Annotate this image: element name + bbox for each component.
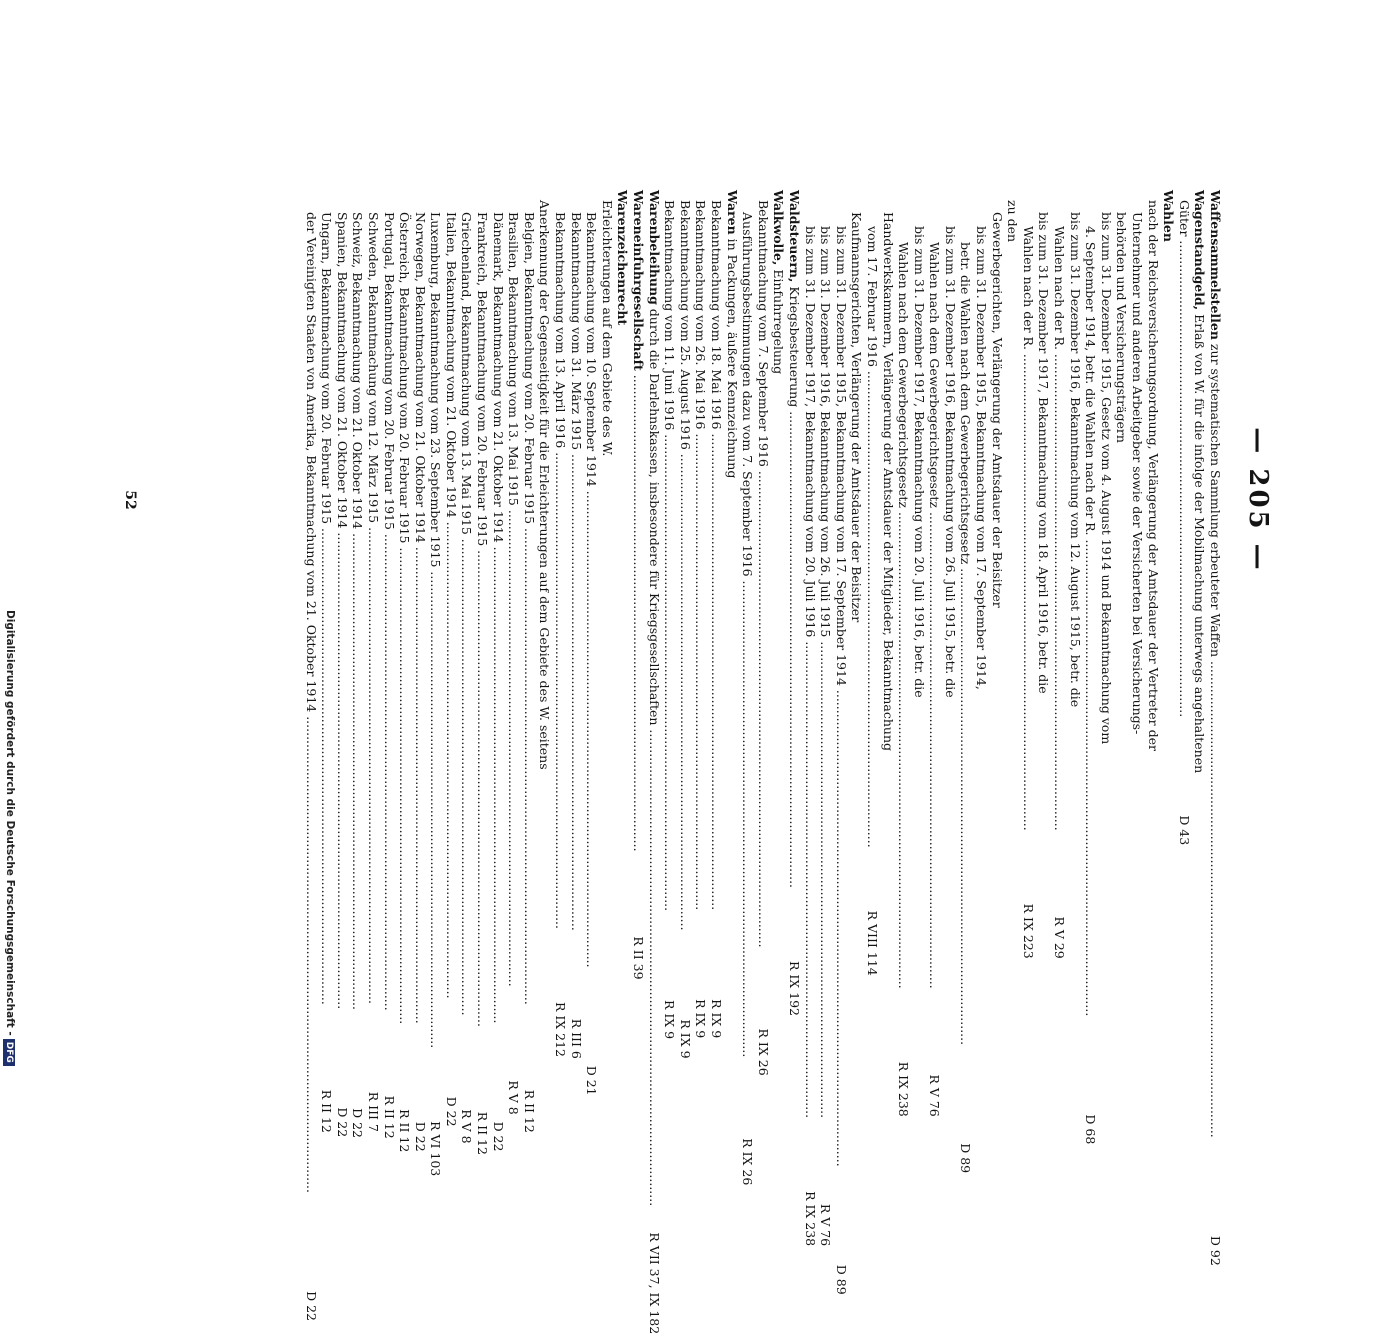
- index-entry: [630, 190, 647, 980]
- entry-text: Wahlen nach der R. ........................................................................................................................: [1020, 226, 1036, 831]
- entry-text: Spanien, Bekanntmachung vom 21. Oktober 1914 ........................................................................................................................: [334, 212, 350, 1010]
- index-entry: [1114, 190, 1130, 840]
- index-entry: [552, 190, 569, 1057]
- index-entry: [475, 190, 491, 1155]
- entry-reference: R II 12: [397, 1109, 413, 1153]
- entry-text: Unternehmer und anderen Arbeitgeber sowie der Versicherten bei Versicherungs-: [1130, 212, 1146, 735]
- entry-reference: D 21: [584, 1065, 600, 1096]
- entry-text: Bekanntmachung vom 26. Mai 1916 ........................................................................................................................: [693, 200, 709, 911]
- entry-text: Schweden, Bekanntmachung vom 12. März 1915 ........................................................................................................................: [365, 212, 381, 1004]
- entry-text: Waffensammelstellen zur systematischen Sammlung erbeuteter Waffen ........................................................................................................................: [1208, 190, 1223, 1138]
- entry-reference: R II 12: [521, 1089, 537, 1133]
- index-list: [303, 190, 1223, 1334]
- index-entry: [521, 190, 537, 1133]
- index-entry: [397, 190, 413, 1153]
- entry-text: Kaufmannsgerichten, Verlängerung der Amtsdauer der Beisitzer: [849, 212, 865, 623]
- entry-reference: R V 76: [818, 1203, 834, 1247]
- index-entry: [833, 190, 849, 1295]
- entry-reference: R IX 9: [709, 999, 724, 1039]
- index-entry: [443, 190, 459, 1127]
- entry-text: Wareneinfuhrgesellschaft ........................................................................................................................: [631, 190, 647, 852]
- entry-text: Bekanntmachung vom 31. März 1915 ........................................................................................................................: [568, 212, 584, 931]
- index-entry: [646, 190, 662, 1334]
- entry-text: Belgien, Bekanntmachung vom 20. Februar 1915 ........................................................................................................................: [521, 212, 537, 1005]
- entry-text: Bekanntmachung vom 11. Juni 1916 ........................................................................................................................: [662, 200, 678, 912]
- index-entry: [708, 190, 724, 1039]
- entry-text: behörden und Versicherungsträgern: [1114, 212, 1130, 443]
- entry-text: bis zum 31. Dezember 1917, Bekanntmachung vom 20. Juli 1916, betr. die: [911, 226, 927, 698]
- entry-reference: R III 6: [568, 1018, 584, 1059]
- index-entry: [880, 190, 896, 840]
- entry-reference: D 22: [303, 1291, 319, 1322]
- entry-text: Anerkennung der Gegenseitigkeit für die Erleichterungen auf dem Gebiete des W. seitens: [537, 200, 553, 770]
- index-entry: [381, 190, 397, 1139]
- entry-text: Waldsteuern, Kriegsbesteuerung ........................................................................................................................: [786, 190, 802, 889]
- entry-text: Österreich, Bekanntmachung vom 20. Februar 1915 ........................................................................................................................: [397, 212, 413, 1025]
- entry-reference: R V 29: [1052, 916, 1068, 959]
- entry-text: Ungarn, Bekanntmachung vom 20. Februar 1915 ........................................................................................................................: [319, 212, 335, 1005]
- index-entry: [1129, 190, 1145, 840]
- index-entry: [350, 190, 366, 1138]
- entry-text: Bekanntmachung vom 13. April 1916 ........................................................................................................................: [553, 212, 569, 929]
- index-entry: [1051, 190, 1068, 959]
- index-entry: [677, 190, 693, 1059]
- entry-reference: R IX 26: [755, 1028, 771, 1076]
- index-entry: [740, 190, 756, 1186]
- entry-text: vom 17. Februar 1916 ........................................................................................................................: [864, 226, 880, 848]
- entry-reference: D 68: [1083, 1114, 1099, 1145]
- index-entry: [1083, 190, 1099, 1145]
- index-entry: [942, 190, 958, 840]
- entry-text: betr. die Wahlen nach dem Gewerbegerichtsgesetz ........................................................................................................................: [958, 242, 974, 1046]
- index-entry: [1005, 190, 1021, 840]
- index-entry: [490, 190, 506, 1152]
- entry-reference: R IX 238: [802, 1191, 818, 1247]
- entry-text: Wahlen nach dem Gewerbegerichtsgesetz ........................................................................................................................: [927, 242, 943, 989]
- entry-text: Wahlen: [1161, 190, 1177, 242]
- entry-reference: R IX 223: [1020, 903, 1036, 959]
- entry-text: Schweiz, Bekanntmachung vom 21. Oktober 1914 ........................................................................................................................: [350, 212, 366, 1010]
- index-entry: [568, 190, 584, 1059]
- entry-text: Wahlen nach der R. ........................................................................................................................: [1052, 226, 1068, 831]
- entry-reference: R II 12: [381, 1095, 397, 1139]
- entry-reference: D 89: [833, 1264, 849, 1295]
- entry-text: bis zum 31. Dezember 1916, Bekanntmachung vom 26. Juli 1915 ........................................................................................................................: [818, 226, 834, 1119]
- page-header: — 205 —: [1243, 427, 1273, 573]
- index-entry: [849, 190, 865, 840]
- entry-text: bis zum 31. Dezember 1917, Bekanntmachung vom 18. April 1916, betr. die: [1036, 212, 1052, 694]
- index-entry: [365, 190, 381, 1132]
- index-entry: [303, 190, 319, 1322]
- entry-reference: D 22: [490, 1121, 506, 1152]
- index-entry: [662, 190, 678, 1040]
- index-entry: [771, 190, 787, 840]
- entry-text: bis zum 31. Dezember 1917, Bekanntmachung vom 20. Juli 1916 ........................................................................................................................: [802, 226, 818, 1119]
- index-entry: [1192, 190, 1208, 840]
- index-entry: [599, 190, 615, 840]
- index-entry: [334, 190, 350, 1138]
- entry-text: zu den: [1005, 200, 1021, 243]
- index-entry: [1067, 190, 1083, 840]
- page-number: 52: [122, 490, 138, 510]
- entry-reference: D 43: [1176, 815, 1192, 846]
- entry-reference: R IX 212: [553, 1001, 569, 1057]
- index-entry: [693, 190, 709, 1039]
- entry-text: Bekanntmachung vom 25. August 1916 ........................................................................................................................: [677, 200, 693, 931]
- entry-reference: R II 39: [631, 936, 647, 980]
- entry-reference: D 89: [958, 1143, 974, 1174]
- entry-reference: R V 8: [506, 1080, 522, 1115]
- index-entry: [755, 190, 771, 1076]
- entry-reference: D 22: [412, 1121, 428, 1152]
- index-entry: [1145, 190, 1161, 840]
- entry-reference: R VII 37, IX 182: [646, 1232, 662, 1334]
- index-entry: [1098, 190, 1114, 840]
- entry-reference: D 22: [350, 1108, 366, 1138]
- entry-reference: R IX 26: [740, 1138, 756, 1186]
- entry-reference: D 22: [443, 1096, 459, 1127]
- entry-reference: R VIII 114: [864, 910, 880, 976]
- entry-reference: D 22: [334, 1107, 350, 1138]
- index-entry: [615, 190, 631, 840]
- index-entry: [974, 190, 990, 840]
- index-entry: [412, 190, 428, 1152]
- entry-reference: D 92: [1208, 1235, 1223, 1266]
- entry-text: Brasilien, Bekanntmachung vom 13. Mai 1915 ........................................................................................................................: [506, 212, 522, 987]
- digitization-credit: [3, 610, 16, 1063]
- entry-text: Warenzeichenrecht: [615, 190, 631, 326]
- entry-text: Bekanntmachung vom 7. September 1916 ........................................................................................................................: [755, 200, 771, 948]
- entry-text: bis zum 31. Dezember 1915, Bekanntmachung vom 17. September 1914 ........................................................................................................................: [833, 226, 849, 1167]
- entry-reference: R III 7: [365, 1091, 381, 1132]
- entry-text: 4. September 1914, betr. die Wahlen nach der R. ........................................................................................................................: [1083, 226, 1099, 1017]
- index-entry: [428, 190, 444, 1177]
- index-entry: [1036, 190, 1052, 840]
- index-entry: [1020, 190, 1036, 959]
- entry-text: Dänemark, Bekanntmachung vom 21. Oktober 1914 ........................................................................................................................: [490, 212, 506, 1024]
- entry-reference: R IX 192: [786, 960, 802, 1017]
- entry-text: Gewerbegerichten, Verlängerung der Amtsdauer der Beisitzer: [989, 212, 1005, 608]
- entry-text: Waren in Packungen, äußere Kennzeichnung: [724, 190, 740, 479]
- index-entry: [927, 190, 943, 1117]
- entry-text: Frankreich, Bekanntmachung vom 20. Februar 1915 ........................................................................................................................: [475, 212, 491, 1027]
- entry-text: Italien, Bekanntmachung vom 21. Oktober 1914 ........................................................................................................................: [443, 212, 459, 999]
- index-entry: [459, 190, 475, 1144]
- entry-text: bis zum 31. Dezember 1915, Gesetz vom 4. August 1914 und Bekanntmachung vom: [1098, 212, 1114, 745]
- entry-reference: R IX 9: [677, 1019, 693, 1059]
- index-entry: [802, 190, 818, 1247]
- index-entry: [506, 190, 522, 1115]
- entry-text: Bekanntmachung vom 10. September 1914 ........................................................................................................................: [584, 212, 600, 968]
- index-entry: [958, 190, 974, 1174]
- entry-reference: R IX 9: [693, 999, 709, 1039]
- entry-text: Erleichterungen auf dem Gebiete des W.: [599, 200, 615, 457]
- entry-reference: R IX 238: [896, 1061, 912, 1117]
- entry-text: Walkwolle, Einfuhrregelung: [771, 190, 787, 375]
- index-entry: [896, 190, 912, 1117]
- entry-reference: R V 8: [459, 1109, 475, 1144]
- credit-text: Digitalisierung gefördert durch die Deutsche Forschungsgemeinschaft -: [4, 610, 16, 1036]
- entry-text: Luxemburg, Bekanntmachung vom 23. September 1915 ........................................................................................................................: [428, 212, 444, 1049]
- entry-text: nach der Reichsversicherungsordnung, Verlängerung der Amtsdauer der Vertreter der: [1145, 200, 1161, 752]
- entry-reference: R II 12: [475, 1111, 491, 1155]
- entry-text: Bekanntmachung vom 18. Mai 1916 ........................................................................................................................: [709, 200, 724, 911]
- index-entry: [1176, 190, 1192, 846]
- entry-text: Ausführungsbestimmungen dazu vom 7. September 1916 ........................................................................................................................: [740, 212, 756, 1058]
- entry-text: Norwegen, Bekanntmachung vom 21. Oktober 1914 ........................................................................................................................: [412, 212, 428, 1024]
- index-entry: [537, 190, 553, 840]
- entry-text: Güter ........................................................................................................................: [1176, 200, 1192, 718]
- entry-text: Griechenland, Bekanntmachung vom 13. Mai 1915 ........................................................................................................................: [459, 212, 475, 1016]
- entry-text: Portugal, Bekanntmachung vom 20. Februar 1915 ........................................................................................................................: [381, 212, 397, 1011]
- entry-text: bis zum 31. Dezember 1915, Bekanntmachung vom 17. September 1914,: [974, 226, 990, 690]
- index-entry: [786, 190, 802, 1017]
- entry-reference: R IX 9: [662, 999, 678, 1040]
- entry-text: der Vereinigten Staaten von Amerika, Bekanntmachung vom 21. Oktober 1914 ........................................................................................................................: [303, 212, 319, 1194]
- index-entry: [1161, 190, 1177, 840]
- entry-text: Wagenstandgeld, Erlaß von W. für die infolge der Mobilmachung unterwegs angehaltenen: [1192, 190, 1208, 774]
- dfg-logo: DFG: [3, 1039, 15, 1066]
- index-entry: [911, 190, 927, 840]
- index-entry: [1207, 190, 1223, 1266]
- entry-text: Warenbeleihung durch die Darlehnskassen, insbesondere für Kriegsgesellschaften ........................................................................................................................: [646, 190, 662, 1207]
- index-entry: [818, 190, 834, 1247]
- index-entry: [584, 190, 600, 1096]
- entry-text: bis zum 31. Dezember 1916, Bekanntmachung vom 26. Juli 1915, betr. die: [942, 226, 958, 698]
- entry-text: Wahlen nach dem Gewerbegerichtsgesetz ........................................................................................................................: [896, 242, 912, 989]
- entry-reference: R V 76: [927, 1074, 943, 1117]
- index-entry: [864, 190, 880, 976]
- entry-reference: R VI 103: [428, 1121, 444, 1177]
- index-entry: [724, 190, 740, 840]
- entry-text: Handwerkskammern, Verlängerung der Amtsdauer der Mitglieder, Bekanntmachung: [880, 212, 896, 751]
- entry-reference: R II 12: [319, 1089, 335, 1133]
- entry-text: bis zum 31. Dezember 1916, Bekanntmachung vom 12. August 1915, betr. die: [1067, 212, 1083, 708]
- index-entry: [319, 190, 335, 1133]
- index-entry: [989, 190, 1005, 840]
